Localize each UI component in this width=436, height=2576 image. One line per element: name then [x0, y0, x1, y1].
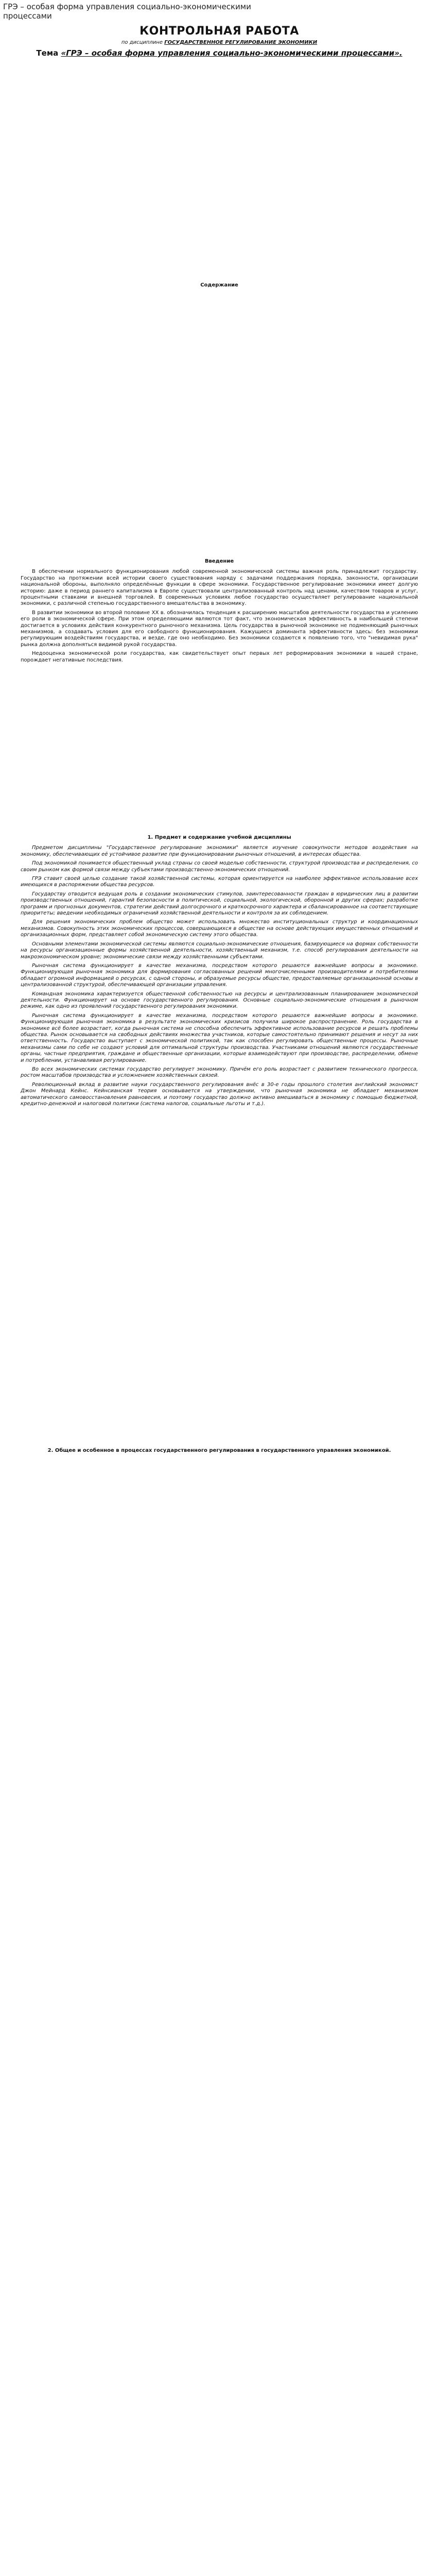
part1-heading: 1. Предмет и содержание учебной дисциплины	[147, 835, 291, 840]
part2-section	[21, 1448, 418, 1458]
work-title: КОНТРОЛЬНАЯ РАБОТА	[139, 25, 299, 38]
part1-paragraph: Для решения экономических проблем общество может использовать множество институциональных структур и координационных механизмов. Совокупность этих экономических процессов, совершающихся в обществе на основе действующих имущественных отношений и организационных форм, представляет собой экономическую систему этого общества.	[21, 919, 418, 938]
part2-heading: 2. Общее и особенное в процессах государственного регулирования в государственного управления экономикой.	[47, 1448, 391, 1453]
subject-prefix: по дисциплине	[121, 40, 163, 45]
introduction-heading: Введение	[204, 558, 234, 564]
part1-paragraph: Предметом дисциплины "Государственное регулирование экономики" является изучение совокупности методов воздействия на экономику, обеспечивающих её устойчивое развитие при функционировании рыночных отношений, в интересах общества.	[21, 845, 418, 857]
part1-paragraph: Рыночная система функционирует в качестве механизма, посредством которого решаются важнейшие вопросы в экономике. Функционирующая рыночная экономика в результате экономических кризисов получила широкое распространение. Роль государства в экономике всё более возрастает, когда рыночная система не способна обеспечить эффективное использование ресурсов и решать проблемы общества. Рынок основывается на свободных действиях множества участников, которые самостоятельно принимают решения и несут за них ответственность. Государство выступает с экономической политикой, так как способен регулировать общественные процессы. Рыночные механизмы сами по себе не создают условий для оптимальной структуры производства. Участниками отношений являются государственные органы, частные предприятия, граждане и общественные организации, которые взаимодействуют при производстве, распределении, обмене и потреблении, устанавливая регулирование.	[21, 1012, 418, 1063]
title-block	[21, 25, 418, 58]
intro-paragraph: Недооценка экономической роли государства, как свидетельствует опыт первых лет реформирования экономики в нашей стране, порождает негативные последствия.	[21, 651, 418, 663]
toc-heading: Содержание	[200, 282, 238, 288]
part1-paragraph: Основными элементами экономической системы являются социально-экономические отношения, базирующиеся на формах собственности на ресурсы организационные формы хозяйственной деятельности, хозяйственный механизм, т.е. способ регулирования деятельности на макроэкономическом уровне; экономические связи между хозяйственными субъектами.	[21, 941, 418, 960]
part1-paragraph: Рыночная система функционирует в качестве механизма, посредством которого решаются важнейшие вопросы в экономике. Функционирующая рыночная экономика для формирования согласованных решений многочисленными производителями и потребителями обладает огромной информацией о ресурсах, с одной стороны, и образуемые ресурсы обществе, предоставляемые организационной основы в централизованной структурой, обеспечивающей организации управления.	[21, 962, 418, 988]
subject-name: ГОСУДАРСТВЕННОЕ РЕГУЛИРОВАНИЕ ЭКОНОМИКИ	[164, 40, 318, 45]
part1-paragraph: Командная экономика характеризуется общественной собственностью на ресурсы и централизованным планированием экономической деятельности. Функционирует на основе государственного регулирования. Основные социально-экономические отношения в рыночном режиме, как одно из проявлений государственного регулирования экономики.	[21, 991, 418, 1010]
page-title: ГРЭ – особая форма управления социально-экономическими процессами	[3, 2, 251, 21]
intro-paragraph: В развитии экономики во второй половине XX в. обозначилась тенденция к расширению масштабов деятельности государства и усилению его роли в экономической сфере. При этом определяющими являются тот факт, что экономическая эффективность в наибольшей степени достигается в условиях действия конкурентного рыночного механизма. Цель государства в рыночной экономике не подменяющий рыночных механизмов, а создавать условия для его свободного функционирования. Кажущиеся доминанта эффективности здесь: без экономики регулирующим воздействиям государства, и везде, где оно необходимо. Без экономики создаются к появлению того, что "невидимая рука" рынка должна дополняться видимой рукой государства.	[21, 609, 418, 648]
part1-paragraph: Во всех экономических системах государство регулирует экономику. Причём его роль возрастает с развитием технического прогресса, ростом масштабов производства и усложнением хозяйственных связей.	[21, 1066, 418, 1079]
part1-paragraph: Под экономикой понимается общественный уклад страны со своей моделью собственности, структурой производства и распределения, со своим рынком как формой связи между субъектами производственно-экономических отношений.	[21, 860, 418, 873]
part1-paragraph: Государству отводится ведущая роль в создании экономических стимулов, заинтересованности граждан в юридических лиц в развитии производственных отношений, гарантий безопасности в политической, социальной, экологической, оборонной и других сферах; разработке программ и прогнозных документов, стратегии действий долгосрочного и краткосрочного характера и сбалансированное на соответствующие приоритеты; введении необходимых ограничений хозяйственной деятельности и контроля за их соблюдением.	[21, 891, 418, 917]
part1-section	[21, 835, 418, 1110]
subject-line	[21, 40, 418, 45]
topic-prefix: Тема	[36, 48, 59, 58]
introduction-section	[21, 558, 418, 666]
part1-paragraph: Революционный вклад в развитие науки государственного регулирования внёс в 30-е годы прошлого столетия английский экономист Джон Мейнард Кейнс. Кейнсианская теория основывается на утверждении, что рыночная экономика не обладает механизмом автоматического самовосстановления равновесия, и поэтому государство должно активно вмешиваться в экономику с помощью бюджетной, кредитно-денежной и налоговой политики (система налогов, социальные льготы и т.д.).	[21, 1081, 418, 1107]
intro-paragraph: В обеспечении нормального функционирования любой современной экономической системы важная роль принадлежит государству. Государство на протяжении всей истории своего существования наряду с задачами поддержания порядка, законности, организации национальной обороны, выполняло определённые функции в сфере экономики. Государственное регулирование экономики имеет долгую историю: даже в период раннего капитализма в Европе существовали централизованный контроль над ценами, качеством товаров и услуг, процентными ставками и внешней торговлей. В современных условиях любое государство осуществляет регулирование национальной экономики, с различной степенью государственного вмешательства в экономику.	[21, 569, 418, 607]
topic-line	[21, 48, 418, 58]
part1-paragraph: ГРЭ ставит своей целью создание такой хозяйственной системы, которая ориентируется на наиболее эффективное использование всех имеющихся в распоряжении общества ресурсов.	[21, 876, 418, 888]
topic-name: «ГРЭ – особая форма управления социально-экономическими процессами».	[61, 48, 403, 58]
